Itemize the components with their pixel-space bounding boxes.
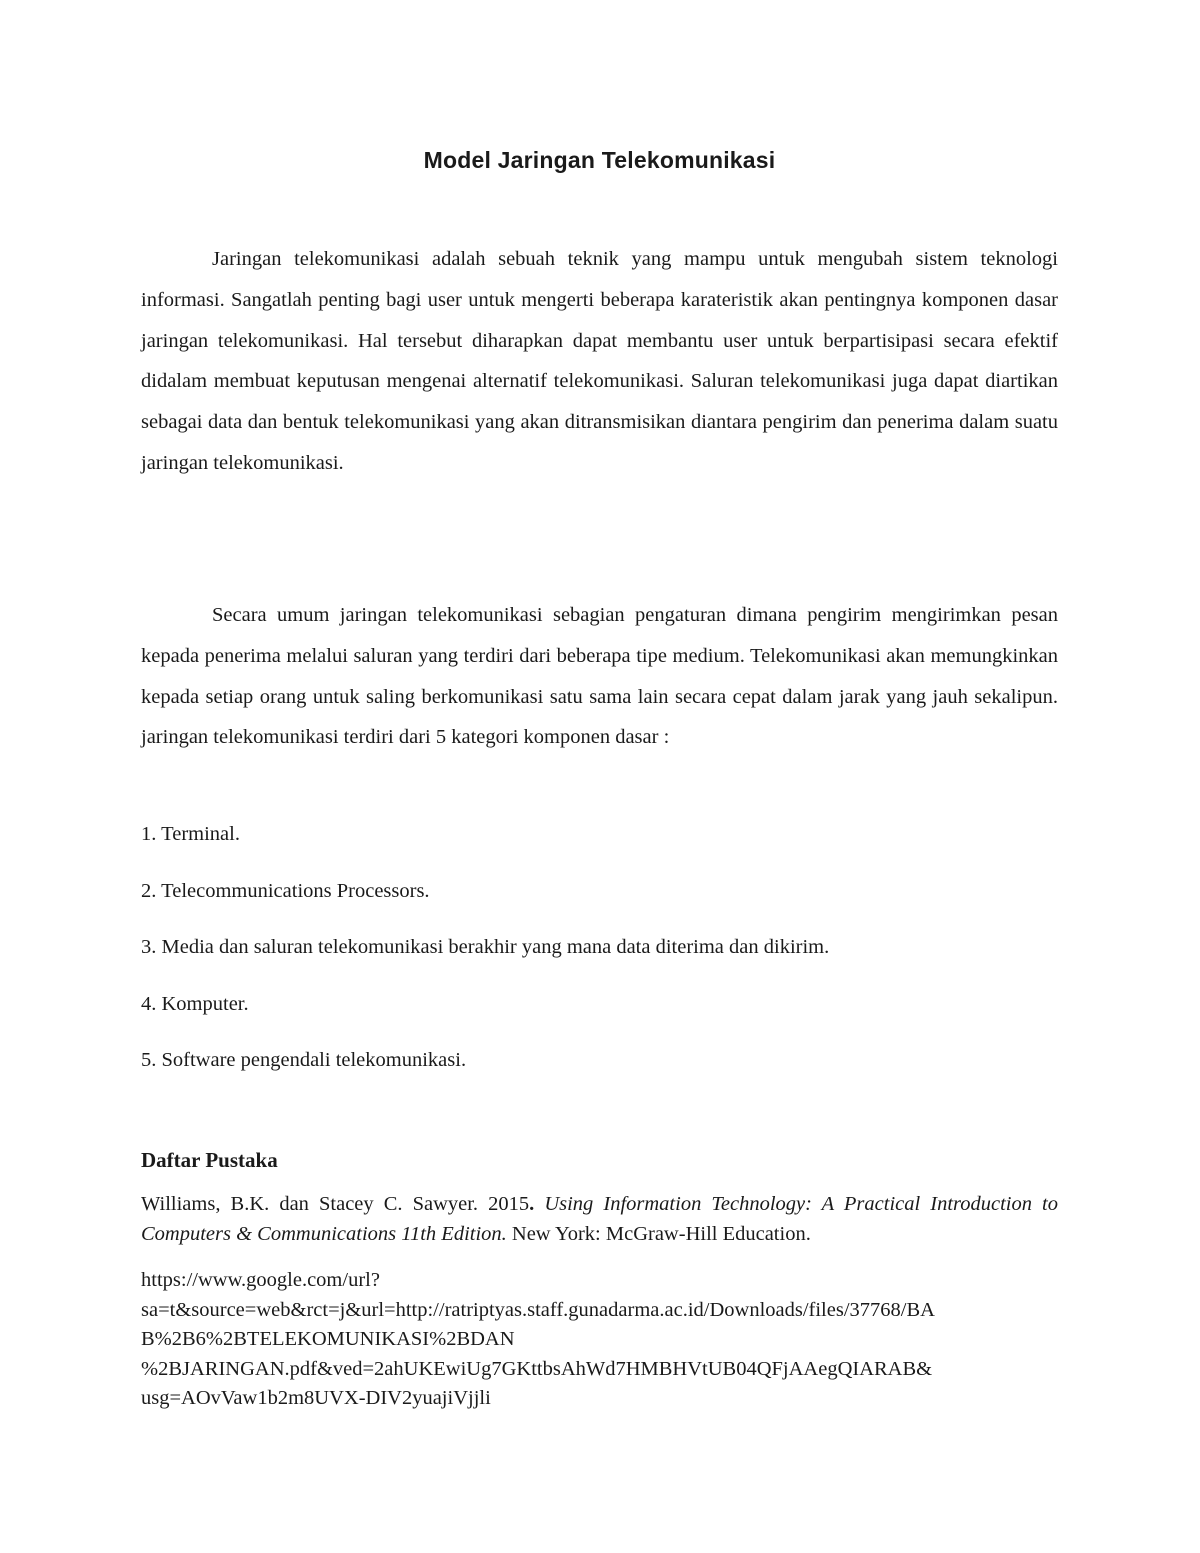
document-title: Model Jaringan Telekomunikasi (423, 147, 776, 173)
list-item: 1. Terminal. (141, 823, 240, 845)
references-heading: Daftar Pustaka (141, 1148, 278, 1172)
url-line: %2BJARINGAN.pdf&ved=2ahUKEwiUg7GKttbsAhWd7HMBHVtUB04QFjAAegQIARAB& (141, 1357, 933, 1380)
paragraph-2: Secara umum jaringan telekomunikasi sebagian pengaturan dimana pengirim mengirimkan pesan kepada penerima melalui saluran yang terdiri dari beberapa tipe medium. Telekomunikasi akan memungkinkan kepada setiap orang untuk saling berkomunikasi satu sama lain secara cepat dalam jarak yang jauh sekalipun. jaringan telekomunikasi terdiri dari 5 kategori komponen dasar : (141, 604, 1058, 749)
list-item: 5. Software pengendali telekomunikasi. (141, 1049, 467, 1071)
component-list (141, 814, 1058, 1097)
url-line: https://www.google.com/url? (141, 1269, 380, 1291)
url-line: B%2B6%2BTELEKOMUNIKASI%2BDAN (141, 1328, 515, 1350)
citation-work-title: Using Information Technology: A Practical Introduction to Computers & Communications 11th Edition. (141, 1193, 1058, 1245)
url-line: usg=AOvVaw1b2m8UVX-DIV2yuajiVjjli (141, 1387, 491, 1409)
citation-period: . (529, 1193, 535, 1215)
list-item: 3. Media dan saluran telekomunikasi berakhir yang mana data diterima dan dikirim. (141, 936, 830, 958)
paragraph-1: Jaringan telekomunikasi adalah sebuah teknik yang mampu untuk mengubah sistem teknologi informasi. Sangatlah penting bagi user untuk mengerti beberapa karateristik akan pentingnya komponen dasar jaringan telekomunikasi. Hal tersebut diharapkan dapat membantu user untuk berpartisipasi secara efektif didalam membuat keputusan mengenai alternatif telekomunikasi. Saluran telekomunikasi juga dapat diartikan sebagai data dan bentuk telekomunikasi yang akan ditransmisikan diantara pengirim dan penerima dalam suatu jaringan telekomunikasi. (141, 248, 1058, 474)
url-line: sa=t&source=web&rct=j&url=http://ratriptyas.staff.gunadarma.ac.id/Downloads/files/37768/BA (141, 1298, 935, 1321)
citation-authors: Williams, B.K. dan Stacey C. Sawyer. 2015 (141, 1193, 530, 1215)
list-item: 4. Komputer. (141, 992, 249, 1015)
reference-citation (141, 1190, 1058, 1249)
reference-url[interactable] (141, 1266, 1058, 1414)
list-item: 2. Telecommunications Processors. (141, 879, 430, 902)
citation-publisher: New York: McGraw-Hill Education. (511, 1222, 811, 1245)
